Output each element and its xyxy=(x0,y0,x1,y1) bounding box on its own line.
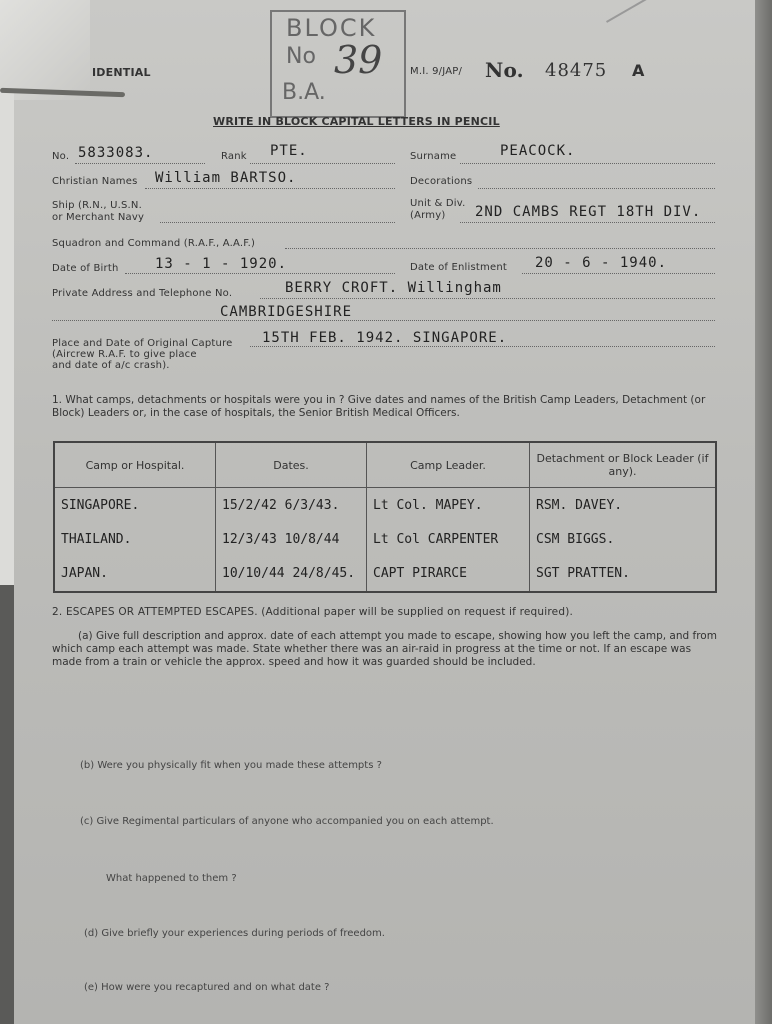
squadron-label: Squadron and Command (R.A.F., A.A.F.) xyxy=(52,238,256,249)
col-camp: Camp or Hospital. xyxy=(54,442,216,488)
col-detachment: Detachment or Block Leader (if any). xyxy=(530,442,717,488)
leader-cell: Lt Col CARPENTER xyxy=(367,522,530,556)
form-number: 48475 xyxy=(545,60,608,81)
stamp-line2: No xyxy=(286,44,316,69)
question-2e: (e) How were you recaptured and on what date ? xyxy=(84,982,330,993)
christian-names-label: Christian Names xyxy=(52,176,138,187)
dob-value: 13 - 1 - 1920. xyxy=(155,256,288,272)
dates-cell: 15/2/42 6/3/43. xyxy=(216,488,367,523)
decorations-label: Decorations xyxy=(410,176,473,187)
dates-cell: 12/3/43 10/8/44 xyxy=(216,522,367,556)
question-2a: (a) Give full description and approx. date of each attempt you made to escape, showing how you left the camp, and from which camp each attempt was made. State whether there was an air-raid in progress at the time or not. If an escape was made from a train or vehicle the approx. speed and how it was guarded should be included. xyxy=(52,630,717,668)
address-line2: CAMBRIDGESHIRE xyxy=(220,304,353,320)
question-2c-followup: What happened to them ? xyxy=(106,873,237,884)
question-2d: (d) Give briefly your experiences during periods of freedom. xyxy=(84,928,385,939)
page-edge xyxy=(755,0,772,1024)
capture-aircrew-label: (Aircrew R.A.F. to give place xyxy=(52,349,197,360)
surname-label: Surname xyxy=(410,151,457,162)
rank-label: Rank xyxy=(221,151,247,162)
leader-cell: Lt Col. MAPEY. xyxy=(367,488,530,523)
leader-cell: CAPT PIRARCE xyxy=(367,557,530,592)
ship-label: Ship (R.N., U.S.N. xyxy=(52,200,142,211)
detachment-cell: CSM BIGGS. xyxy=(530,522,717,556)
surname-value: PEACOCK. xyxy=(500,143,576,159)
torn-corner xyxy=(0,0,90,100)
form-suffix: A xyxy=(632,61,645,80)
christian-names-value: William BARTSO. xyxy=(155,170,297,186)
table-row xyxy=(54,557,716,592)
dob-label: Date of Birth xyxy=(52,263,119,274)
service-number: 5833083. xyxy=(78,145,154,161)
address-line1: BERRY CROFT. Willingham xyxy=(285,280,502,296)
binder-tab xyxy=(0,90,14,585)
no-label: No. xyxy=(52,151,70,162)
detachment-cell: RSM. DAVEY. xyxy=(530,488,717,523)
enlistment-value: 20 - 6 - 1940. xyxy=(535,255,668,271)
dates-cell: 10/10/44 24/8/45. xyxy=(216,557,367,592)
merchant-navy-label: or Merchant Navy xyxy=(52,212,145,223)
unit-value: 2ND CAMBS REGT 18TH DIV. xyxy=(475,204,702,220)
question-2b: (b) Were you physically fit when you made these attempts ? xyxy=(80,760,382,771)
capture-value: 15TH FEB. 1942. SINGAPORE. xyxy=(262,330,508,346)
stamp-line3: B.A. xyxy=(282,80,326,105)
rank-value: PTE. xyxy=(270,143,308,159)
no-label: No. xyxy=(485,58,524,82)
detachment-cell: SGT PRATTEN. xyxy=(530,557,717,592)
form-ref: M.I. 9/JAP/ xyxy=(410,66,463,77)
col-dates: Dates. xyxy=(216,442,367,488)
table-row xyxy=(54,488,716,523)
instruction: WRITE IN BLOCK CAPITAL LETTERS IN PENCIL xyxy=(213,115,500,128)
classification: IDENTIAL xyxy=(92,66,151,79)
address-label: Private Address and Telephone No. xyxy=(52,288,233,299)
army-label: (Army) xyxy=(410,210,446,221)
unit-label: Unit & Div. xyxy=(410,198,466,209)
camp-table xyxy=(53,441,717,593)
stamp-number: 39 xyxy=(334,38,383,82)
camp-cell: THAILAND. xyxy=(54,522,216,556)
enlistment-label: Date of Enlistment xyxy=(410,262,507,273)
question-1: 1. What camps, detachments or hospitals were you in ? Give dates and names of the British Camp Leaders, Detachment (or Block) Leaders or, in the case of hospitals, the Senior British Medical Officers. xyxy=(52,394,706,419)
question-2-title: 2. ESCAPES OR ATTEMPTED ESCAPES. (Additional paper will be supplied on request if required). xyxy=(52,606,574,618)
question-2c: (c) Give Regimental particulars of anyone who accompanied you on each attempt. xyxy=(80,816,494,827)
camp-cell: SINGAPORE. xyxy=(54,488,216,523)
capture-crash-label: and date of a/c crash). xyxy=(52,360,170,371)
capture-label: Place and Date of Original Capture xyxy=(52,338,233,349)
block-stamp xyxy=(270,10,406,118)
col-leader: Camp Leader. xyxy=(367,442,530,488)
camp-cell: JAPAN. xyxy=(54,557,216,592)
stamp-line1: BLOCK xyxy=(286,14,377,42)
table-row xyxy=(54,522,716,556)
